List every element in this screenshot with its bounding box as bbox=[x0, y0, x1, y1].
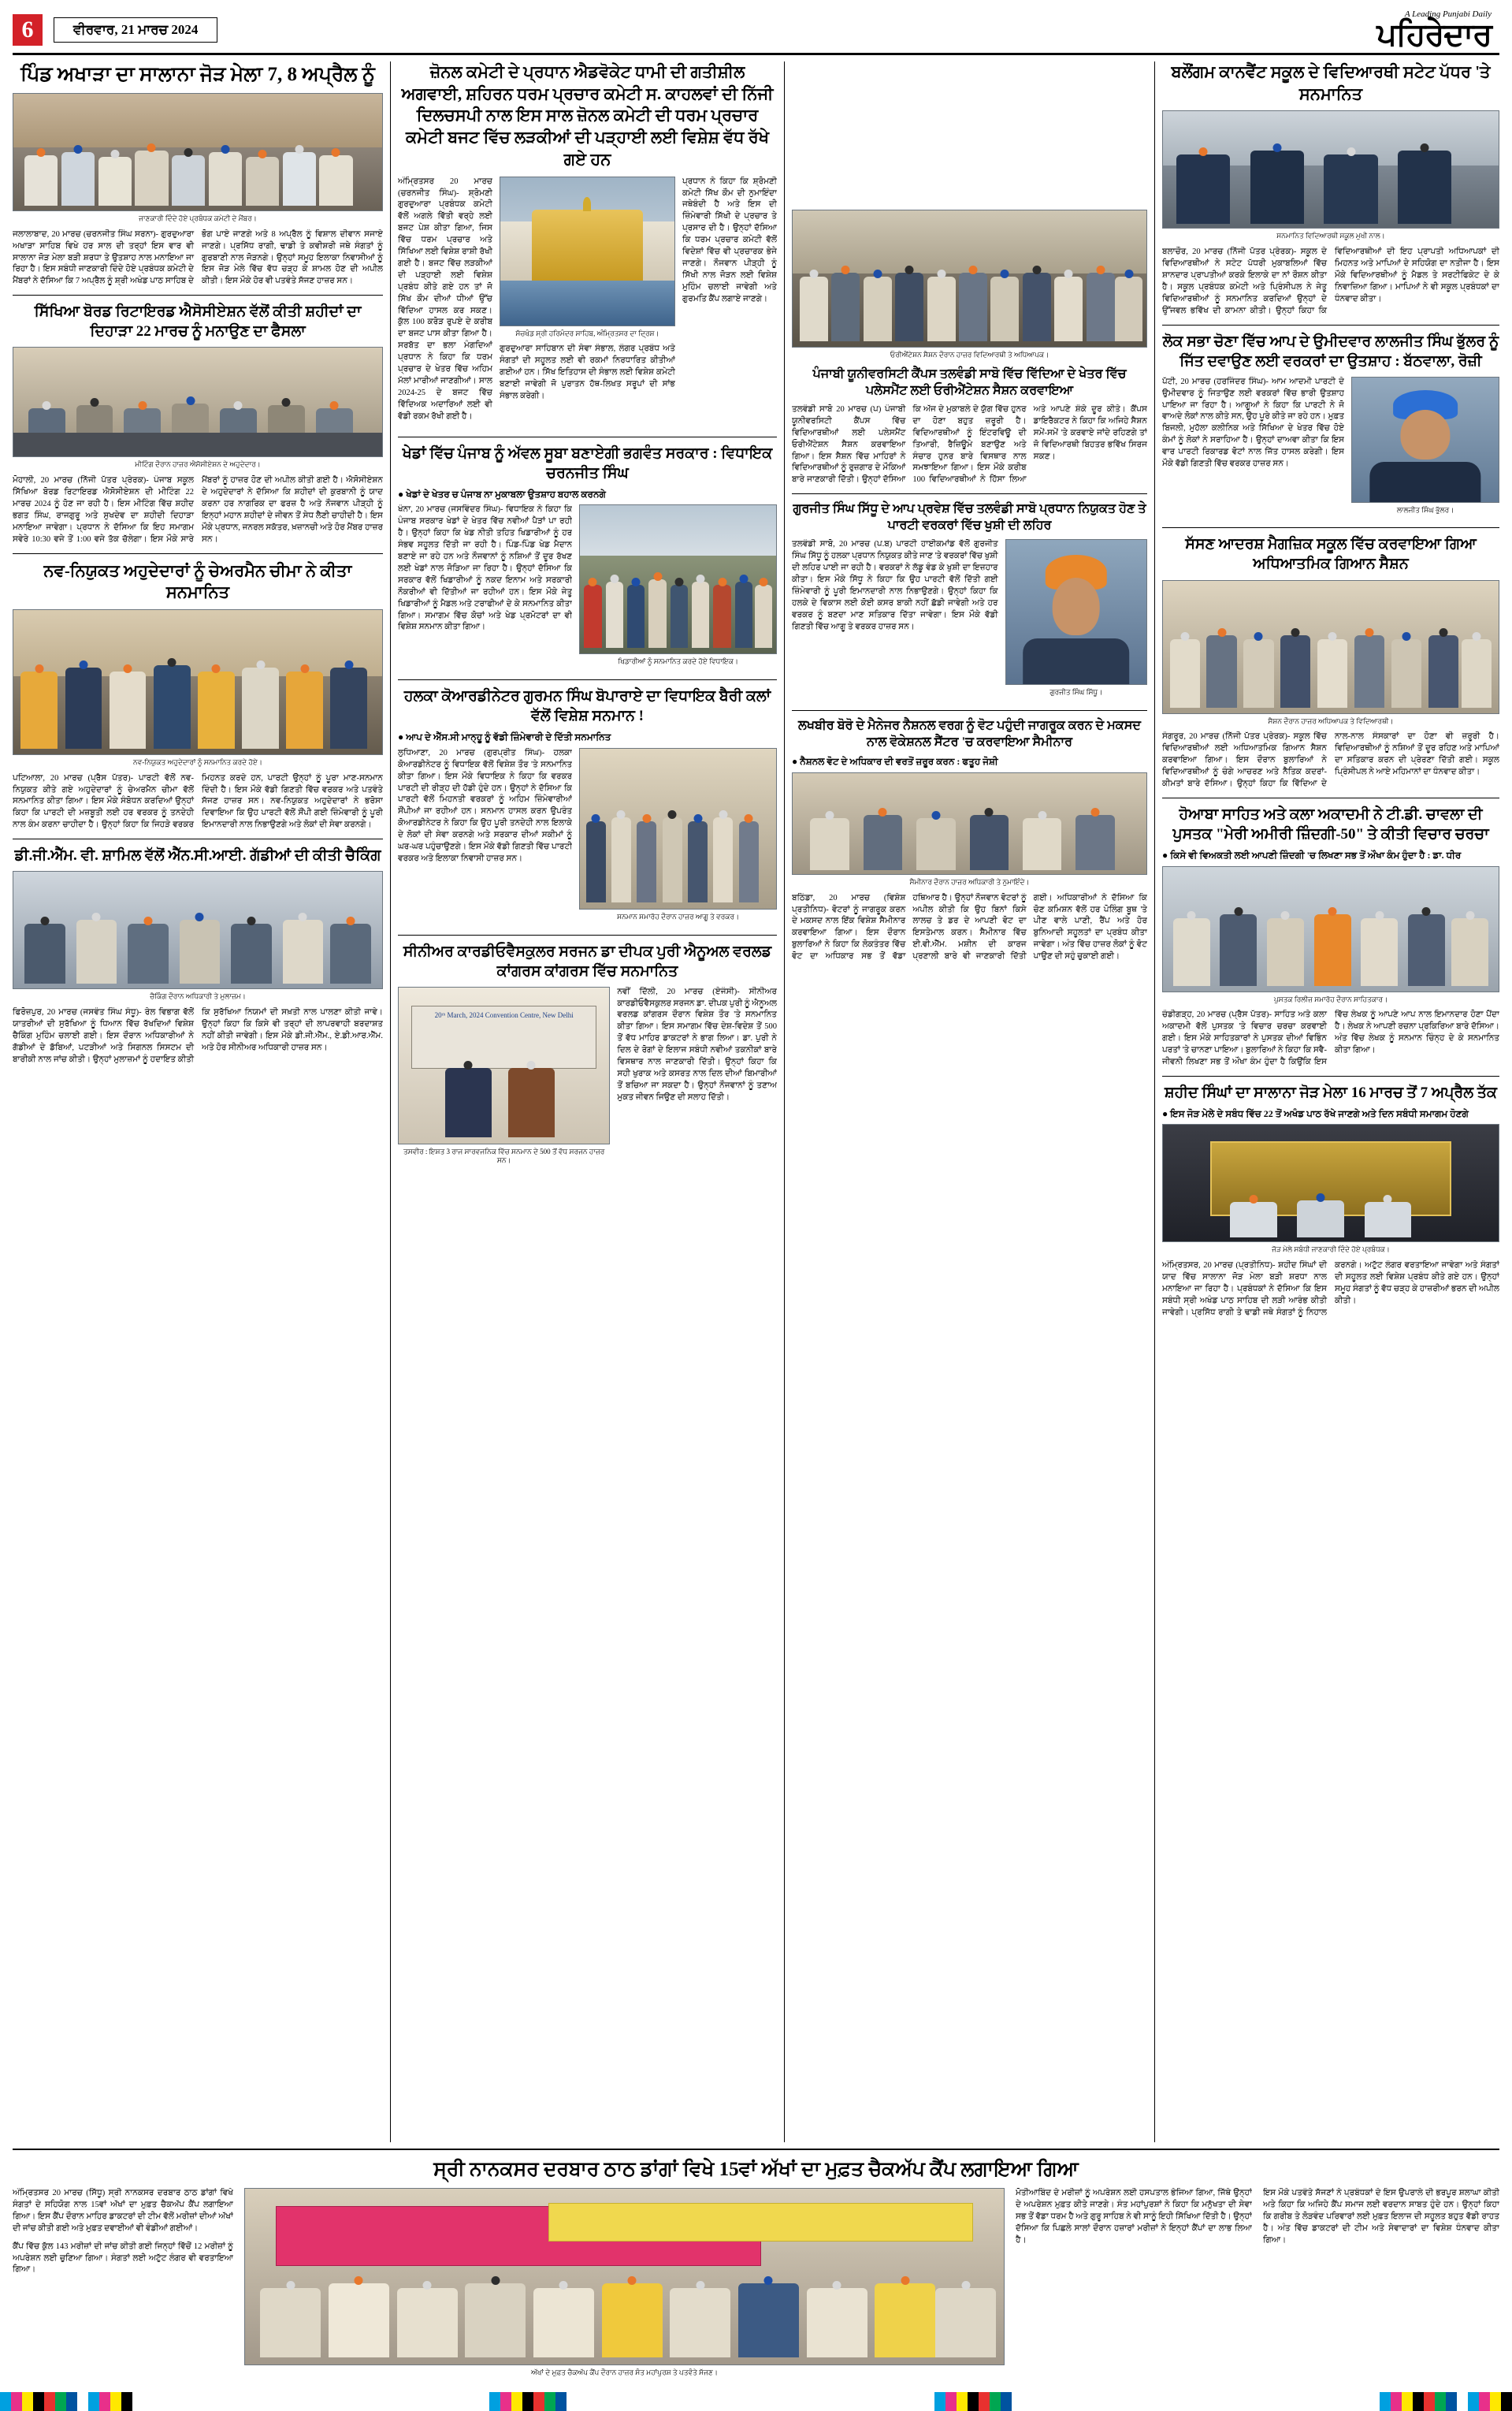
headline: ਪਿੰਡ ਅਖਾੜਾ ਦਾ ਸਾਲਾਨਾ ਜੋੜ ਮੇਲਾ 7, 8 ਅਪ੍ਰੈਲ ਨੂੰ bbox=[20, 64, 375, 85]
article-photo bbox=[1162, 580, 1499, 714]
article-photo bbox=[13, 93, 383, 211]
article-photo bbox=[1162, 866, 1499, 992]
color-bar-segment-left bbox=[0, 2392, 132, 2411]
headline: ਖੇਡਾਂ ਵਿੱਚ ਪੰਜਾਬ ਨੂੰ ਅੱਵਲ ਸੂਬਾ ਬਣਾਏਗੀ ਭਗਵੰਤ ਸਰਕਾਰ : ਵਿਧਾਇਕ ਚਰਨਜੀਤ ਸਿੰਘ bbox=[402, 445, 773, 482]
photo-content bbox=[13, 94, 382, 210]
column-1 bbox=[13, 61, 391, 2142]
headline: ਪੰਜਾਬੀ ਯੂਨੀਵਰਸਿਟੀ ਕੈਂਪਸ ਤਲਵੰਡੀ ਸਾਬੋ ਵਿੱਚ ਵਿੱਦਿਆ ਦੇ ਖੇਤਰ ਵਿੱਚ ਪਲੇਸਮੈਂਟ ਲਈ ਓਰੀਐਂਟੇਸ਼ਨ ਸੈਸ਼ਨ ਕਰਵਾਇਆ bbox=[812, 366, 1127, 397]
tagline: A Leading Punjabi Daily bbox=[1404, 9, 1492, 19]
article-sports-punjab bbox=[398, 444, 777, 672]
banner-text: 20ᵗʰ March, 2024 Convention Centre, New Delhi bbox=[434, 1011, 574, 1020]
photo-caption: ਸੈਸ਼ਨ ਦੌਰਾਨ ਹਾਜ਼ਰ ਅਧਿਆਪਕ ਤੇ ਵਿਦਿਆਰਥੀ। bbox=[1268, 716, 1394, 725]
headline: ਸ੍ਰੀ ਨਾਨਕਸਰ ਦਰਬਾਰ ਠਾਠ ਡਾਂਗਾਂ ਵਿਖੇ 15ਵਾਂ ਅੱਖਾਂ ਦਾ ਮੁਫ਼ਤ ਚੈਕਅੱਪ ਕੈਂਪ ਲਗਾਇਆ ਗਿਆ bbox=[433, 2159, 1079, 2180]
photo-caption: ਸੱਚਖੰਡ ਸ੍ਰੀ ਹਰਿਮੰਦਰ ਸਾਹਿਬ, ਅੰਮ੍ਰਿਤਸਰ ਦਾ ਦ੍ਰਿਸ਼। bbox=[515, 329, 659, 337]
article-body: ਫਿਰੋਜ਼ਪੁਰ, 20 ਮਾਰਚ (ਜਸਵੰਤ ਸਿੰਘ ਸੰਧੂ)- ਰੇਲ ਵਿਭਾਗ ਵੱਲੋਂ ਯਾਤਰੀਆਂ ਦੀ ਸੁਰੱਖਿਆ ਨੂੰ ਧਿਆਨ ਵਿੱਚ ਰੱਖਦਿਆਂ ਵਿਸ਼ੇਸ਼ ਚੈਕਿੰਗ ਮੁਹਿੰਮ ਚਲਾਈ ਗਈ। ਇਸ ਦੌਰਾਨ ਅਧਿਕਾਰੀਆਂ ਨੇ ਗੱਡੀਆਂ ਦੇ ਡੱਬਿਆਂ, ਪਟੜੀਆਂ ਅਤੇ ਸਿਗਨਲ ਸਿਸਟਮ ਦੀ ਬਾਰੀਕੀ ਨਾਲ ਜਾਂਚ ਕੀਤੀ। ਉਨ੍ਹਾਂ ਮੁਲਾਜ਼ਮਾਂ ਨੂੰ ਹਦਾਇਤ ਕੀਤੀ ਕਿ ਸੁਰੱਖਿਆ ਨਿਯਮਾਂ ਦੀ ਸਖ਼ਤੀ ਨਾਲ ਪਾਲਣਾ ਕੀਤੀ ਜਾਵੇ। ਉਨ੍ਹਾਂ ਕਿਹਾ ਕਿ ਕਿਸੇ ਵੀ ਤਰ੍ਹਾਂ ਦੀ ਲਾਪਰਵਾਹੀ ਬਰਦਾਸ਼ਤ ਨਹੀਂ ਕੀਤੀ ਜਾਵੇਗੀ। ਇਸ ਮੌਕੇ ਡੀ.ਜੀ.ਐੱਮ., ਏ.ਡੀ.ਆਰ.ਐੱਮ. ਅਤੇ ਹੋਰ ਸੀਨੀਅਰ ਅਧਿਕਾਰੀ ਹਾਜ਼ਰ ਸਨ। bbox=[13, 1007, 383, 1064]
divider bbox=[13, 553, 383, 554]
article-body-mid: ਗੁਰਦੁਆਰਾ ਸਾਹਿਬਾਨ ਦੀ ਸੇਵਾ ਸੰਭਾਲ, ਲੰਗਰ ਪ੍ਰਬੰਧ ਅਤੇ ਸੰਗਤਾਂ ਦੀ ਸਹੂਲਤ ਲਈ ਵੀ ਰਕਮਾਂ ਨਿਰਧਾਰਿਤ ਕੀਤੀਆਂ ਗਈਆਂ ਹਨ। ਸਿੱਖ ਇਤਿਹਾਸ ਦੀ ਸੰਭਾਲ ਲਈ ਵਿਸ਼ੇਸ਼ ਕਮੇਟੀ ਬਣਾਈ ਜਾਵੇਗੀ ਜੋ ਪੁਰਾਤਨ ਹੱਥ-ਲਿਖਤ ਸਰੂਪਾਂ ਦੀ ਸਾਂਭ ਸੰਭਾਲ ਕਰੇਗੀ। bbox=[500, 344, 675, 400]
article-cardiovascular-surgeon bbox=[398, 942, 777, 1172]
article-photo bbox=[792, 772, 1147, 875]
article-voter-awareness-seminar bbox=[792, 717, 1147, 963]
article-convent-school-students-honoured bbox=[1162, 61, 1499, 318]
photo-content bbox=[1163, 1125, 1499, 1241]
photo-caption: ਮੀਟਿੰਗ ਦੌਰਾਨ ਹਾਜ਼ਰ ਐਸੋਸੀਏਸ਼ਨ ਦੇ ਅਹੁਦੇਦਾਰ। bbox=[135, 460, 261, 469]
photo-caption: ਸਨਮਾਨਿਤ ਵਿਦਿਆਰਥੀ ਸਕੂਲ ਮੁਖੀ ਨਾਲ। bbox=[1276, 232, 1385, 240]
article-photo bbox=[1162, 1124, 1499, 1242]
article-body: ਮੋਤੀਆਬਿੰਦ ਦੇ ਮਰੀਜ਼ਾਂ ਨੂੰ ਅਪਰੇਸ਼ਨ ਲਈ ਹਸਪਤਾਲ ਭੇਜਿਆ ਗਿਆ, ਜਿੱਥੇ ਉਨ੍ਹਾਂ ਦੇ ਅਪਰੇਸ਼ਨ ਮੁਫ਼ਤ ਕੀਤੇ ਜਾਣਗੇ। ਸੰਤ ਮਹਾਂਪੁਰਸ਼ਾਂ ਨੇ ਕਿਹਾ ਕਿ ਮਨੁੱਖਤਾ ਦੀ ਸੇਵਾ ਸਭ ਤੋਂ ਵੱਡਾ ਧਰਮ ਹੈ ਅਤੇ ਗੁਰੂ ਸਾਹਿਬ ਨੇ ਵੀ ਸਾਨੂੰ ਇਹੀ ਸਿੱਖਿਆ ਦਿੱਤੀ ਹੈ। ਉਨ੍ਹਾਂ ਦੱਸਿਆ ਕਿ ਪਿਛਲੇ ਸਾਲਾਂ ਦੌਰਾਨ ਹਜ਼ਾਰਾਂ ਮਰੀਜ਼ਾਂ ਨੇ ਇਨ੍ਹਾਂ ਕੈਂਪਾਂ ਦਾ ਲਾਭ ਲਿਆ ਹੈ। bbox=[1016, 2189, 1252, 2245]
photo-content bbox=[793, 773, 1146, 874]
photo-content bbox=[1352, 378, 1499, 502]
photo-content bbox=[580, 505, 776, 653]
photo-caption: ਸੈਮੀਨਾਰ ਦੌਰਾਨ ਹਾਜ਼ਰ ਅਧਿਕਾਰੀ ਤੇ ਨੁਮਾਇੰਦੇ। bbox=[909, 877, 1030, 886]
article-photo bbox=[13, 609, 383, 755]
divider bbox=[1162, 1076, 1499, 1077]
headline: ਲੋਕ ਸਭਾ ਚੋਣਾ ਵਿੱਚ ਆਪ ਦੇ ਉਮੀਦਵਾਰ ਲਾਲਜੀਤ ਸਿੰਘ ਭੁੱਲਰ ਨੂੰ ਜਿੱਤ ਦਵਾਉਣ ਲਈ ਵਰਕਰਾਂ ਦਾ ਉਤਸ਼ਾਹ : ਬੱਠਵਾਲਾ, ਰੋਜ਼ੀ bbox=[1162, 333, 1499, 370]
photo-caption: ਖਿਡਾਰੀਆਂ ਨੂੰ ਸਨਮਾਨਿਤ ਕਰਦੇ ਹੋਏ ਵਿਧਾਇਕ। bbox=[618, 657, 738, 666]
feature-col-3 bbox=[1016, 2188, 1252, 2383]
photo-caption: ਸਨਮਾਨ ਸਮਾਰੋਹ ਦੌਰਾਨ ਹਾਜ਼ਰ ਆਗੂ ਤੇ ਵਰਕਰ। bbox=[617, 912, 740, 921]
publication-date: ਵੀਰਵਾਰ, 21 ਮਾਰਚ 2024 bbox=[54, 17, 217, 43]
divider bbox=[13, 295, 383, 296]
article-body: ਜਲਾਲਾਬਾਦ, 20 ਮਾਰਚ (ਚਰਨਜੀਤ ਸਿੰਘ ਸਰਨਾ)- ਗੁਰਦੁਆਰਾ ਅਖਾੜਾ ਸਾਹਿਬ ਵਿਖੇ ਹਰ ਸਾਲ ਦੀ ਤਰ੍ਹਾਂ ਇਸ ਵਾਰ ਵੀ ਸਾਲਾਨਾ ਜੋੜ ਮੇਲਾ ਬੜੀ ਸ਼ਰਧਾ ਤੇ ਉਤਸ਼ਾਹ ਨਾਲ ਮਨਾਇਆ ਜਾ ਰਿਹਾ ਹੈ। ਇਸ ਸਬੰਧੀ ਜਾਣਕਾਰੀ ਦਿੰਦੇ ਹੋਏ ਪ੍ਰਬੰਧਕ ਕਮੇਟੀ ਦੇ ਮੈਂਬਰਾਂ ਨੇ ਦੱਸਿਆ ਕਿ 7 ਅਪ੍ਰੈਲ ਨੂੰ ਸ਼੍ਰੀ ਅਖੰਡ ਪਾਠ ਸਾਹਿਬ ਦੇ ਭੋਗ ਪਾਏ ਜਾਣਗੇ ਅਤੇ 8 ਅਪ੍ਰੈਲ ਨੂੰ ਵਿਸ਼ਾਲ ਦੀਵਾਨ ਸਜਾਏ ਜਾਣਗੇ। ਪ੍ਰਸਿੱਧ ਰਾਗੀ, ਢਾਡੀ ਤੇ ਕਵੀਸ਼ਰੀ ਜਥੇ ਸੰਗਤਾਂ ਨੂੰ ਗੁਰਬਾਣੀ ਨਾਲ ਜੋੜਨਗੇ। ਉਨ੍ਹਾਂ ਸਮੂਹ ਇਲਾਕਾ ਨਿਵਾਸੀਆਂ ਨੂੰ ਇਸ ਜੋੜ ਮੇਲੇ ਵਿੱਚ ਵੱਧ ਚੜ੍ਹ ਕੇ ਸ਼ਾਮਲ ਹੋਣ ਦੀ ਅਪੀਲ ਕੀਤੀ। ਇਸ ਮੌਕੇ ਹੋਰ ਵੀ ਪਤਵੰਤੇ ਸੱਜਣ ਹਾਜ਼ਰ ਸਨ। bbox=[13, 229, 383, 286]
article-body: ਅੰਮ੍ਰਿਤਸਰ, 20 ਮਾਰਚ (ਪ੍ਰਤੀਨਿਧ)- ਸ਼ਹੀਦ ਸਿੰਘਾਂ ਦੀ ਯਾਦ ਵਿੱਚ ਸਾਲਾਨਾ ਜੋੜ ਮੇਲਾ ਬੜੀ ਸ਼ਰਧਾ ਨਾਲ ਮਨਾਇਆ ਜਾ ਰਿਹਾ ਹੈ। ਪ੍ਰਬੰਧਕਾਂ ਨੇ ਦੱਸਿਆ ਕਿ ਇਸ ਸਬੰਧੀ ਸ੍ਰੀ ਅਖੰਡ ਪਾਠ ਸਾਹਿਬ ਦੀ ਲੜੀ ਆਰੰਭ ਕੀਤੀ ਜਾਵੇਗੀ। ਪ੍ਰਸਿੱਧ ਰਾਗੀ ਤੇ ਢਾਡੀ ਜਥੇ ਸੰਗਤਾਂ ਨੂੰ ਨਿਹਾਲ ਕਰਨਗੇ। ਅਟੁੱਟ ਲੰਗਰ ਵਰਤਾਇਆ ਜਾਵੇਗਾ ਅਤੇ ਸੰਗਤਾਂ ਦੀ ਸਹੂਲਤ ਲਈ ਵਿਸ਼ੇਸ਼ ਪ੍ਰਬੰਧ ਕੀਤੇ ਗਏ ਹਨ। ਉਨ੍ਹਾਂ ਸਮੂਹ ਸੰਗਤਾਂ ਨੂੰ ਵੱਧ ਚੜ੍ਹ ਕੇ ਹਾਜ਼ਰੀਆਂ ਭਰਨ ਦੀ ਅਪੀਲ ਕੀਤੀ। bbox=[1162, 1261, 1499, 1317]
article-photo bbox=[13, 871, 383, 989]
headline: ਹੋਆਬਾ ਸਾਹਿਤ ਅਤੇ ਕਲਾ ਅਕਾਦਮੀ ਨੇ ਟੀ.ਡੀ. ਚਾਵਲਾ ਦੀ ਪੁਸਤਕ "ਮੇਰੀ ਅਮੀਰੀ ਜ਼ਿੰਦਗੀ-50" ਤੇ ਕੀਤੀ ਵਿਚਾਰ ਚਰਚਾ bbox=[1172, 806, 1489, 843]
article-photo bbox=[579, 748, 777, 910]
article-spiritual-session-school bbox=[1162, 534, 1499, 790]
article-photo-top bbox=[792, 210, 1147, 348]
article-body: ਅੰਮ੍ਰਿਤਸਰ 20 ਮਾਰਚ (ਸਿੱਧੂ) ਸ੍ਰੀ ਨਾਨਕਸਰ ਦਰਬਾਰ ਠਾਠ ਡਾਂਗਾਂ ਵਿਖੇ ਸੰਗਤਾਂ ਦੇ ਸਹਿਯੋਗ ਨਾਲ 15ਵਾਂ ਅੱਖਾਂ ਦਾ ਮੁਫ਼ਤ ਚੈਕਅੱਪ ਕੈਂਪ ਲਗਾਇਆ ਗਿਆ। ਇਸ ਕੈਂਪ ਦੌਰਾਨ ਮਾਹਿਰ ਡਾਕਟਰਾਂ ਦੀ ਟੀਮ ਵੱਲੋਂ ਮਰੀਜ਼ਾਂ ਦੀਆਂ ਅੱਖਾਂ ਦੀ ਜਾਂਚ ਕੀਤੀ ਗਈ ਅਤੇ ਮੁਫ਼ਤ ਦਵਾਈਆਂ ਵੀ ਵੰਡੀਆਂ ਗਈਆਂ। bbox=[13, 2189, 233, 2233]
article-coordinator-honoured bbox=[398, 686, 777, 927]
article-body: ਤਲਵੰਡੀ ਸਾਬੋ 20 ਮਾਰਚ (ਪ) ਪੰਜਾਬੀ ਯੂਨੀਵਰਸਿਟੀ ਕੈਂਪਸ ਵਿੱਚ ਵਿਦਿਆਰਥੀਆਂ ਲਈ ਪਲੇਸਮੈਂਟ ਓਰੀਐਂਟੇਸ਼ਨ ਸੈਸ਼ਨ ਕਰਵਾਇਆ ਗਿਆ। ਇਸ ਸੈਸ਼ਨ ਵਿੱਚ ਮਾਹਿਰਾਂ ਨੇ ਵਿਦਿਆਰਥੀਆਂ ਨੂੰ ਰੁਜ਼ਗਾਰ ਦੇ ਮੌਕਿਆਂ ਬਾਰੇ ਜਾਣਕਾਰੀ ਦਿੱਤੀ। ਉਨ੍ਹਾਂ ਦੱਸਿਆ ਕਿ ਅੱਜ ਦੇ ਮੁਕਾਬਲੇ ਦੇ ਯੁੱਗ ਵਿੱਚ ਹੁਨਰ ਦਾ ਹੋਣਾ ਬਹੁਤ ਜ਼ਰੂਰੀ ਹੈ। ਵਿਦਿਆਰਥੀਆਂ ਨੂੰ ਇੰਟਰਵਿਊ ਦੀ ਤਿਆਰੀ, ਰੈਜ਼ਿਊਮੇ ਬਣਾਉਣ ਅਤੇ ਸੰਚਾਰ ਹੁਨਰ ਬਾਰੇ ਵਿਸਥਾਰ ਨਾਲ ਸਮਝਾਇਆ ਗਿਆ। ਇਸ ਮੌਕੇ ਕਰੀਬ 100 ਵਿਦਿਆਰਥੀਆਂ ਨੇ ਹਿੱਸਾ ਲਿਆ ਅਤੇ ਆਪਣੇ ਸ਼ੰਕੇ ਦੂਰ ਕੀਤੇ। ਕੈਂਪਸ ਡਾਇਰੈਕਟਰ ਨੇ ਕਿਹਾ ਕਿ ਅਜਿਹੇ ਸੈਸ਼ਨ ਸਮੇਂ-ਸਮੇਂ 'ਤੇ ਕਰਵਾਏ ਜਾਂਦੇ ਰਹਿਣਗੇ ਤਾਂ ਜੋ ਵਿਦਿਆਰਥੀ ਬਿਹਤਰ ਭਵਿੱਖ ਸਿਰਜ ਸਕਣ। bbox=[792, 404, 1147, 485]
article-education-board-retired-assoc bbox=[13, 302, 383, 545]
photo-content bbox=[1006, 540, 1146, 684]
headline: ਸੱਸਣ ਆਦਰਸ਼ ਮੈਗਜ਼ਿਕ ਸਕੂਲ ਵਿੱਚ ਕਰਵਾਇਆ ਗਿਆ ਅਧਿਆਤਮਿਕ ਗਿਆਨ ਸੈਸ਼ਨ bbox=[1185, 536, 1477, 573]
article-university-placement-session bbox=[792, 210, 1147, 486]
article-gurjit-singh-sidhu-president bbox=[792, 500, 1147, 703]
article-body-left: ਅੰਮ੍ਰਿਤਸਰ 20 ਮਾਰਚ (ਚਰਨਜੀਤ ਸਿੰਘ)- ਸ਼੍ਰੋਮਣੀ ਗੁਰਦੁਆਰਾ ਪ੍ਰਬੰਧਕ ਕਮੇਟੀ ਵੱਲੋਂ ਅਗਲੇ ਵਿੱਤੀ ਵਰ੍ਹੇ ਲਈ ਬਜਟ ਪੇਸ਼ ਕੀਤਾ ਗਿਆ, ਜਿਸ ਵਿੱਚ ਧਰਮ ਪ੍ਰਚਾਰ ਅਤੇ ਸਿੱਖਿਆ ਲਈ ਵਿਸ਼ੇਸ਼ ਰਾਸ਼ੀ ਰੱਖੀ ਗਈ ਹੈ। ਬਜਟ ਵਿੱਚ ਲੜਕੀਆਂ ਦੀ ਪੜ੍ਹਾਈ ਲਈ ਵਿਸ਼ੇਸ਼ ਪ੍ਰਬੰਧ ਕੀਤੇ ਗਏ ਹਨ ਤਾਂ ਜੋ ਸਿੱਖ ਕੌਮ ਦੀਆਂ ਧੀਆਂ ਉੱਚ ਵਿੱਦਿਆ ਹਾਸਲ ਕਰ ਸਕਣ। ਕੁੱਲ 100 ਕਰੋੜ ਰੁਪਏ ਦੇ ਕਰੀਬ ਦਾ ਬਜਟ ਪਾਸ ਕੀਤਾ ਗਿਆ ਹੈ। ਸਰਬੱਤ ਦਾ ਭਲਾ ਮੰਗਦਿਆਂ ਪ੍ਰਧਾਨ ਨੇ ਕਿਹਾ ਕਿ ਧਰਮ ਪ੍ਰਚਾਰ ਦੇ ਖੇਤਰ ਵਿੱਚ ਅਹਿਮ ਮੱਲਾਂ ਮਾਰੀਆਂ ਜਾਣਗੀਆਂ। ਸਾਲ 2024-25 ਦੇ ਬਜਟ ਵਿੱਚ ਵਿੱਦਿਅਕ ਅਦਾਰਿਆਂ ਲਈ ਵੀ ਵੱਡੀ ਰਕਮ ਰੱਖੀ ਗਈ ਹੈ। bbox=[398, 177, 492, 421]
headline: ਡੀ.ਜੀ.ਐੱਮ. ਵੀ. ਸ਼ਾਮਿਲ ਵੱਲੋਂ ਐੱਨ.ਸੀ.ਆਈ. ਗੱਡੀਆਂ ਦੀ ਕੀਤੀ ਚੈਕਿੰਗ bbox=[14, 847, 381, 865]
photo-caption: ਪੁਸਤਕ ਰਿਲੀਜ਼ ਸਮਾਰੋਹ ਦੌਰਾਨ ਸਾਹਿਤਕਾਰ। bbox=[1273, 995, 1388, 1003]
article-bullet: ● ਇਸ ਜੋੜ ਮੇਲੇ ਦੇ ਸਬੰਧ ਵਿੱਚ 22 ਤੋਂ ਅਖੰਡ ਪਾਠ ਰੱਖੇ ਜਾਣਗੇ ਅਤੇ ਦਿਨ ਸਬੰਧੀ ਸਮਾਗਮ ਹੋਣਗੇ bbox=[1162, 1107, 1469, 1119]
portrait-photo bbox=[1005, 539, 1147, 685]
article-photo bbox=[13, 347, 383, 457]
article-layout bbox=[398, 177, 777, 430]
color-bar-segment-mid-left bbox=[489, 2392, 578, 2411]
column-2 bbox=[391, 61, 785, 2142]
headline: ਬਲੌਂਗਮ ਕਾਨਵੈਂਟ ਸਕੂਲ ਦੇ ਵਿਦਿਆਰਥੀ ਸਟੇਟ ਪੱਧਰ 'ਤੇ ਸਨਮਾਨਿਤ bbox=[1171, 62, 1491, 103]
article-cheema-honours-officebearers bbox=[13, 560, 383, 832]
portrait-photo bbox=[1351, 377, 1499, 503]
photo-content bbox=[1163, 581, 1499, 713]
masthead-right bbox=[1376, 9, 1499, 50]
photo-content bbox=[13, 872, 382, 988]
article-body-right: ਪ੍ਰਧਾਨ ਨੇ ਕਿਹਾ ਕਿ ਸ਼੍ਰੋਮਣੀ ਕਮੇਟੀ ਸਿੱਖ ਕੌਮ ਦੀ ਨੁਮਾਇੰਦਾ ਜਥੇਬੰਦੀ ਹੈ ਅਤੇ ਇਸ ਦੀ ਜ਼ਿੰਮੇਵਾਰੀ ਸਿੱਖੀ ਦੇ ਪ੍ਰਚਾਰ ਤੇ ਪ੍ਰਸਾਰ ਦੀ ਹੈ। ਉਨ੍ਹਾਂ ਦੱਸਿਆ ਕਿ ਧਰਮ ਪ੍ਰਚਾਰ ਕਮੇਟੀ ਵੱਲੋਂ ਵਿਦੇਸ਼ਾਂ ਵਿੱਚ ਵੀ ਪ੍ਰਚਾਰਕ ਭੇਜੇ ਜਾਣਗੇ। ਨੌਜਵਾਨ ਪੀੜ੍ਹੀ ਨੂੰ ਸਿੱਖੀ ਨਾਲ ਜੋੜਨ ਲਈ ਵਿਸ਼ੇਸ਼ ਮੁਹਿੰਮ ਚਲਾਈ ਜਾਵੇਗੀ ਅਤੇ ਗੁਰਮਤਿ ਕੈਂਪ ਲਗਾਏ ਜਾਣਗੇ। bbox=[682, 177, 777, 303]
headline: ਸਿੱਖਿਆ ਬੋਰਡ ਰਿਟਾਇਰਡ ਐਸੋਸੀਏਸ਼ਨ ਵੱਲੋਂ ਕੀਤੀ ਸ਼ਹੀਦਾਂ ਦਾ ਦਿਹਾੜਾ 22 ਮਾਰਚ ਨੂੰ ਮਨਾਉਣ ਦਾ ਫੈਸਲਾ bbox=[34, 303, 362, 340]
photo-caption: ਅੱਖਾਂ ਦੇ ਮੁਫ਼ਤ ਚੈਕਅੱਪ ਕੈਂਪ ਦੌਰਾਨ ਹਾਜ਼ਰ ਸੰਤ ਮਹਾਂਪੁਰਸ਼ ਤੇ ਪਤਵੰਤੇ ਸੱਜਣ। bbox=[531, 2368, 718, 2376]
article-photo bbox=[244, 2188, 1005, 2365]
photo-content bbox=[399, 988, 609, 1144]
article-aap-candidate-bhullar bbox=[1162, 332, 1499, 521]
article-body: ਨਵੀਂ ਦਿੱਲੀ, 20 ਮਾਰਚ (ਏਜੰਸੀ)- ਸੀਨੀਅਰ ਕਾਰਡੀਓਵੈਸਕੁਲਰ ਸਰਜਨ ਡਾ. ਦੀਪਕ ਪੁਰੀ ਨੂੰ ਐਨੂਅਲ ਵਰਲਡ ਕਾਂਗਰਸ ਦੌਰਾਨ ਵਿਸ਼ੇਸ਼ ਤੌਰ 'ਤੇ ਸਨਮਾਨਿਤ ਕੀਤਾ ਗਿਆ। ਇਸ ਸਮਾਗਮ ਵਿੱਚ ਦੇਸ਼-ਵਿਦੇਸ਼ ਤੋਂ 500 ਤੋਂ ਵੱਧ ਮਾਹਿਰ ਡਾਕਟਰਾਂ ਨੇ ਭਾਗ ਲਿਆ। ਡਾ. ਪੁਰੀ ਨੇ ਦਿਲ ਦੇ ਰੋਗਾਂ ਦੇ ਇਲਾਜ ਸਬੰਧੀ ਨਵੀਆਂ ਤਕਨੀਕਾਂ ਬਾਰੇ ਵਿਸਥਾਰ ਨਾਲ ਜਾਣਕਾਰੀ ਦਿੱਤੀ। ਉਨ੍ਹਾਂ ਕਿਹਾ ਕਿ ਸਹੀ ਖੁਰਾਕ ਅਤੇ ਕਸਰਤ ਨਾਲ ਦਿਲ ਦੀਆਂ ਬਿਮਾਰੀਆਂ ਤੋਂ ਬਚਿਆ ਜਾ ਸਕਦਾ ਹੈ। ਉਨ੍ਹਾਂ ਨੌਜਵਾਨਾਂ ਨੂੰ ਤਣਾਅ ਮੁਕਤ ਜੀਵਨ ਜਿਉਣ ਦੀ ਸਲਾਹ ਦਿੱਤੀ। bbox=[617, 987, 777, 1102]
photo-content bbox=[1163, 111, 1499, 228]
photo-content bbox=[13, 610, 382, 754]
column-grid bbox=[13, 61, 1499, 2142]
photo-content bbox=[245, 2189, 1004, 2364]
article-bullet: ● ਨੈਸ਼ਨਲ ਵੋਟ ਦੇ ਅਧਿਕਾਰ ਦੀ ਵਰਤੋਂ ਜ਼ਰੂਰ ਕਰਨ : ਫਤੂਹ ਜੋਸ਼ੀ bbox=[792, 756, 998, 768]
masthead-left bbox=[13, 14, 217, 46]
article-body: ਸੰਗਰੂਰ, 20 ਮਾਰਚ (ਨਿੱਜੀ ਪੱਤਰ ਪ੍ਰੇਰਕ)- ਸਕੂਲ ਵਿੱਚ ਵਿਦਿਆਰਥੀਆਂ ਲਈ ਅਧਿਆਤਮਿਕ ਗਿਆਨ ਸੈਸ਼ਨ ਕਰਵਾਇਆ ਗਿਆ। ਇਸ ਦੌਰਾਨ ਬੁਲਾਰਿਆਂ ਨੇ ਵਿਦਿਆਰਥੀਆਂ ਨੂੰ ਚੰਗੇ ਆਚਰਣ ਅਤੇ ਨੈਤਿਕ ਕਦਰਾਂ-ਕੀਮਤਾਂ ਬਾਰੇ ਦੱਸਿਆ। ਉਨ੍ਹਾਂ ਕਿਹਾ ਕਿ ਵਿੱਦਿਆ ਦੇ ਨਾਲ-ਨਾਲ ਸੰਸਕਾਰਾਂ ਦਾ ਹੋਣਾ ਵੀ ਜ਼ਰੂਰੀ ਹੈ। ਵਿਦਿਆਰਥੀਆਂ ਨੂੰ ਨਸ਼ਿਆਂ ਤੋਂ ਦੂਰ ਰਹਿਣ ਅਤੇ ਮਾਪਿਆਂ ਦਾ ਸਤਿਕਾਰ ਕਰਨ ਦੀ ਪ੍ਰੇਰਣਾ ਦਿੱਤੀ ਗਈ। ਸਕੂਲ ਪ੍ਰਿੰਸੀਪਲ ਨੇ ਆਏ ਮਹਿਮਾਨਾਂ ਦਾ ਧੰਨਵਾਦ ਕੀਤਾ। bbox=[1162, 732, 1499, 788]
divider bbox=[398, 679, 777, 680]
photo-content bbox=[13, 348, 382, 456]
article-body: ਬਲਾਚੌਰ, 20 ਮਾਰਚ (ਨਿੱਜੀ ਪੱਤਰ ਪ੍ਰੇਰਕ)- ਸਕੂਲ ਦੇ ਵਿਦਿਆਰਥੀਆਂ ਨੇ ਸਟੇਟ ਪੱਧਰੀ ਮੁਕਾਬਲਿਆਂ ਵਿੱਚ ਸ਼ਾਨਦਾਰ ਪ੍ਰਾਪਤੀਆਂ ਕਰਕੇ ਇਲਾਕੇ ਦਾ ਨਾਂ ਰੌਸ਼ਨ ਕੀਤਾ ਹੈ। ਸਕੂਲ ਪ੍ਰਬੰਧਕ ਕਮੇਟੀ ਅਤੇ ਪ੍ਰਿੰਸੀਪਲ ਨੇ ਜੇਤੂ ਵਿਦਿਆਰਥੀਆਂ ਨੂੰ ਸਨਮਾਨਿਤ ਕਰਦਿਆਂ ਉਨ੍ਹਾਂ ਦੇ ਉੱਜਵਲ ਭਵਿੱਖ ਦੀ ਕਾਮਨਾ ਕੀਤੀ। ਉਨ੍ਹਾਂ ਕਿਹਾ ਕਿ ਵਿਦਿਆਰਥੀਆਂ ਦੀ ਇਹ ਪ੍ਰਾਪਤੀ ਅਧਿਆਪਕਾਂ ਦੀ ਮਿਹਨਤ ਅਤੇ ਮਾਪਿਆਂ ਦੇ ਸਹਿਯੋਗ ਦਾ ਨਤੀਜਾ ਹੈ। ਇਸ ਮੌਕੇ ਵਿਦਿਆਰਥੀਆਂ ਨੂੰ ਮੈਡਲ ਤੇ ਸਰਟੀਫਿਕੇਟ ਦੇ ਕੇ ਨਿਵਾਜ਼ਿਆ ਗਿਆ। ਮਾਪਿਆਂ ਨੇ ਵੀ ਸਕੂਲ ਪ੍ਰਬੰਧਕਾਂ ਦਾ ਧੰਨਵਾਦ ਕੀਤਾ। bbox=[1162, 247, 1499, 315]
article-book-discussion bbox=[1162, 805, 1499, 1069]
article-body-2: ਕੈਂਪ ਵਿੱਚ ਕੁੱਲ 143 ਮਰੀਜ਼ਾਂ ਦੀ ਜਾਂਚ ਕੀਤੀ ਗਈ ਜਿਨ੍ਹਾਂ ਵਿੱਚੋਂ 12 ਮਰੀਜ਼ਾਂ ਨੂੰ ਅਪਰੇਸ਼ਨ ਲਈ ਚੁਣਿਆ ਗਿਆ। ਸੰਗਤਾਂ ਲਈ ਅਟੁੱਟ ਲੰਗਰ ਵੀ ਵਰਤਾਇਆ ਗਿਆ। bbox=[13, 2242, 233, 2275]
feature-col-4 bbox=[1263, 2188, 1499, 2383]
print-color-bar bbox=[0, 2392, 1512, 2411]
article-bullet: ● ਖੇਡਾਂ ਦੇ ਖੇਤਰ ਚ ਪੰਜਾਬ ਨਾ ਮੁਕਾਬਲਾ ਉਤਸ਼ਾਹ ਬਹਾਲ ਕਰਨਗੇ bbox=[398, 488, 606, 500]
photo-content bbox=[1163, 867, 1499, 992]
article-body: ਬਠਿੰਡਾ, 20 ਮਾਰਚ (ਵਿਸ਼ੇਸ਼ ਪ੍ਰਤੀਨਿਧ)- ਵੋਟਰਾਂ ਨੂੰ ਜਾਗਰੂਕ ਕਰਨ ਦੇ ਮਕਸਦ ਨਾਲ ਇੱਕ ਵਿਸ਼ੇਸ਼ ਸੈਮੀਨਾਰ ਕਰਵਾਇਆ ਗਿਆ। ਇਸ ਦੌਰਾਨ ਬੁਲਾਰਿਆਂ ਨੇ ਕਿਹਾ ਕਿ ਲੋਕਤੰਤਰ ਵਿੱਚ ਵੋਟ ਦਾ ਅਧਿਕਾਰ ਸਭ ਤੋਂ ਵੱਡਾ ਹਥਿਆਰ ਹੈ। ਉਨ੍ਹਾਂ ਨੌਜਵਾਨ ਵੋਟਰਾਂ ਨੂੰ ਅਪੀਲ ਕੀਤੀ ਕਿ ਉਹ ਬਿਨਾਂ ਕਿਸੇ ਲਾਲਚ ਤੇ ਡਰ ਦੇ ਆਪਣੀ ਵੋਟ ਦਾ ਇਸਤੇਮਾਲ ਕਰਨ। ਸੈਮੀਨਾਰ ਵਿੱਚ ਈ.ਵੀ.ਐੱਮ. ਮਸ਼ੀਨ ਦੀ ਕਾਰਜ ਪ੍ਰਣਾਲੀ ਬਾਰੇ ਵੀ ਜਾਣਕਾਰੀ ਦਿੱਤੀ ਗਈ। ਅਧਿਕਾਰੀਆਂ ਨੇ ਦੱਸਿਆ ਕਿ ਚੋਣ ਕਮਿਸ਼ਨ ਵੱਲੋਂ ਹਰ ਪੋਲਿੰਗ ਬੂਥ 'ਤੇ ਪੀਣ ਵਾਲੇ ਪਾਣੀ, ਰੈਂਪ ਅਤੇ ਹੋਰ ਬੁਨਿਆਦੀ ਸਹੂਲਤਾਂ ਦਾ ਪ੍ਰਬੰਧ ਕੀਤਾ ਜਾਵੇਗਾ। ਅੰਤ ਵਿੱਚ ਹਾਜ਼ਰ ਲੋਕਾਂ ਨੂੰ ਵੋਟ ਪਾਉਣ ਦੀ ਸਹੁੰ ਚੁਕਾਈ ਗਈ। bbox=[792, 893, 1147, 962]
page-number: 6 bbox=[13, 14, 43, 46]
feature-article-eye-camp bbox=[13, 2149, 1499, 2383]
feature-grid bbox=[13, 2188, 1499, 2383]
headline: ਗੁਰਜੀਤ ਸਿੰਘ ਸਿੱਧੂ ਦੇ ਆਪ ਪ੍ਰਵੇਸ਼ ਵਿੱਚ ਤਲਵੰਡੀ ਸਾਬੋ ਪ੍ਰਧਾਨ ਨਿਯੁਕਤ ਹੋਣ ਤੇ ਪਾਰਟੀ ਵਰਕਰਾਂ ਵਿੱਚ ਖੁਸ਼ੀ ਦੀ ਲਹਿਰ bbox=[793, 502, 1146, 533]
photo-caption: ਤਸਵੀਰ : ਇਸ਼ਤ 3 ਰਾਜ ਸਾਰਵਜਨਿਕ ਵਿੱਚ ਸਨਮਾਨ ਦੇ 500 ਤੋਂ ਵੱਧ ਸਰਜਨ ਹਾਜ਼ਰ ਸਨ। bbox=[403, 1147, 605, 1165]
article-village-akhara-fair bbox=[13, 61, 383, 288]
article-photo bbox=[398, 987, 610, 1144]
event-banner bbox=[411, 1006, 596, 1068]
headline: ਜ਼ੋਨਲ ਕਮੇਟੀ ਦੇ ਪ੍ਰਧਾਨ ਐਡਵੋਕੇਟ ਧਾਮੀ ਦੀ ਗਤੀਸ਼ੀਲ ਅਗਵਾਈ, ਸ਼ਹਿਰਨ ਧਰਮ ਪ੍ਰਚਾਰ ਕਮੇਟੀ ਸ. ਕਾਹਲਵਾਂ ਦੀ ਨਿੱਜੀ ਦਿਲਚਸਪੀ ਨਾਲ ਇਸ ਸਾਲ ਜ਼ੋਨਲ ਕਮੇਟੀ ਦੀ ਧਰਮ ਪ੍ਰਚਾਰ ਕਮੇਟੀ ਬਜਟ ਵਿੱਚ ਲੜਕੀਆਂ ਦੀ ਪੜ੍ਹਾਈ ਲਈ ਵਿਸ਼ੇਸ਼ ਵੱਧ ਰੱਖੇ ਗਏ ਹਨ bbox=[401, 62, 774, 169]
photo-content bbox=[500, 177, 674, 326]
headline: ਸ਼ਹੀਦ ਸਿੰਘਾਂ ਦਾ ਸਾਲਾਨਾ ਜੋੜ ਮੇਲਾ 16 ਮਾਰਚ ਤੋਂ 7 ਅਪ੍ਰੈਲ ਤੱਕ bbox=[1165, 1084, 1497, 1101]
article-body: ਪਟਿਆਲਾ, 20 ਮਾਰਚ (ਪ੍ਰੈਸ ਪੱਤਰ)- ਪਾਰਟੀ ਵੱਲੋਂ ਨਵ-ਨਿਯੁਕਤ ਕੀਤੇ ਗਏ ਅਹੁਦੇਦਾਰਾਂ ਨੂੰ ਚੇਅਰਮੈਨ ਚੀਮਾ ਵੱਲੋਂ ਸਨਮਾਨਿਤ ਕੀਤਾ ਗਿਆ। ਇਸ ਮੌਕੇ ਸੰਬੋਧਨ ਕਰਦਿਆਂ ਉਨ੍ਹਾਂ ਕਿਹਾ ਕਿ ਪਾਰਟੀ ਦੀ ਮਜ਼ਬੂਤੀ ਲਈ ਹਰ ਵਰਕਰ ਨੂੰ ਤਨਦੇਹੀ ਨਾਲ ਕੰਮ ਕਰਨਾ ਚਾਹੀਦਾ ਹੈ। ਉਨ੍ਹਾਂ ਕਿਹਾ ਕਿ ਜਿਹੜੇ ਵਰਕਰ ਮਿਹਨਤ ਕਰਦੇ ਹਨ, ਪਾਰਟੀ ਉਨ੍ਹਾਂ ਨੂੰ ਪੂਰਾ ਮਾਣ-ਸਨਮਾਨ ਦਿੰਦੀ ਹੈ। ਇਸ ਮੌਕੇ ਵੱਡੀ ਗਿਣਤੀ ਵਿੱਚ ਵਰਕਰ ਅਤੇ ਪਤਵੰਤੇ ਸੱਜਣ ਹਾਜ਼ਰ ਸਨ। ਨਵ-ਨਿਯੁਕਤ ਅਹੁਦੇਦਾਰਾਂ ਨੇ ਭਰੋਸਾ ਦਿਵਾਇਆ ਕਿ ਉਹ ਪਾਰਟੀ ਵੱਲੋਂ ਸੌਂਪੀ ਗਈ ਜ਼ਿੰਮੇਵਾਰੀ ਨੂੰ ਪੂਰੀ ਇਮਾਨਦਾਰੀ ਨਾਲ ਨਿਭਾਉਣਗੇ ਅਤੇ ਲੋਕਾਂ ਦੀ ਸੇਵਾ ਕਰਨਗੇ। bbox=[13, 773, 383, 830]
article-photo bbox=[500, 177, 675, 326]
photo-caption: ਗੁਰਜੀਤ ਸਿੰਘ ਸਿੱਧੂ। bbox=[1049, 688, 1103, 697]
photo-content bbox=[580, 749, 776, 909]
color-bar-segment-right bbox=[1380, 2392, 1512, 2411]
headline: ਲਖਬੀਰ ਬੋਰੋ ਦੇ ਮੈਨੇਜਰ ਨੈਸ਼ਨਲ ਵਰਗ ਨੂੰ ਵੋਟ ਪਹੁੰਦੀ ਜਾਗਰੂਕ ਕਰਨ ਦੇ ਮਕਸਦ ਨਾਲ ਵੋਕੇਸ਼ਨਲ ਸੈਂਟਰ 'ਚ ਕਰਵਾਇਆ ਸੈਮੀਨਾਰ bbox=[798, 719, 1141, 750]
color-bar-segment-mid-right bbox=[934, 2392, 1023, 2411]
article-body: ਤਲਵੰਡੀ ਸਾਬੋ, 20 ਮਾਰਚ (ਪ.ਬ) ਪਾਰਟੀ ਹਾਈਕਮਾਂਡ ਵੱਲੋਂ ਗੁਰਜੀਤ ਸਿੰਘ ਸਿੱਧੂ ਨੂੰ ਹਲਕਾ ਪ੍ਰਧਾਨ ਨਿਯੁਕਤ ਕੀਤੇ ਜਾਣ 'ਤੇ ਵਰਕਰਾਂ ਵਿੱਚ ਖੁਸ਼ੀ ਦੀ ਲਹਿਰ ਪਾਈ ਜਾ ਰਹੀ ਹੈ। ਵਰਕਰਾਂ ਨੇ ਲੱਡੂ ਵੰਡ ਕੇ ਖੁਸ਼ੀ ਦਾ ਇਜ਼ਹਾਰ ਕੀਤਾ। ਇਸ ਮੌਕੇ ਸਿੱਧੂ ਨੇ ਕਿਹਾ ਕਿ ਉਹ ਪਾਰਟੀ ਵੱਲੋਂ ਦਿੱਤੀ ਗਈ ਜ਼ਿੰਮੇਵਾਰੀ ਨੂੰ ਪੂਰੀ ਇਮਾਨਦਾਰੀ ਨਾਲ ਨਿਭਾਉਣਗੇ। ਉਨ੍ਹਾਂ ਕਿਹਾ ਕਿ ਹਲਕੇ ਦੇ ਵਿਕਾਸ ਲਈ ਕੋਈ ਕਸਰ ਬਾਕੀ ਨਹੀਂ ਛੱਡੀ ਜਾਵੇਗੀ ਅਤੇ ਹਰ ਵਰਕਰ ਨੂੰ ਬਣਦਾ ਮਾਣ ਸਤਿਕਾਰ ਦਿੱਤਾ ਜਾਵੇਗਾ। ਇਸ ਮੌਕੇ ਵੱਡੀ ਗਿਣਤੀ ਵਿੱਚ ਆਗੂ ਤੇ ਵਰਕਰ ਹਾਜ਼ਰ ਸਨ। bbox=[792, 540, 998, 631]
article-shaheed-singhan-fair bbox=[1162, 1083, 1499, 1319]
article-photo bbox=[579, 504, 777, 654]
photo-caption: ਨਵ-ਨਿਯੁਕਤ ਅਹੁਦੇਦਾਰਾਂ ਨੂੰ ਸਨਮਾਨਿਤ ਕਰਦੇ ਹੋਏ। bbox=[133, 757, 262, 766]
article-bullet: ● ਆਪ ਦੇ ਐੱਸ.ਸੀ ਮਾਨ੍ਹੂ ਨੂੰ ਵੱਡੀ ਜ਼ਿੰਮੇਵਾਰੀ ਦੇ ਦਿੱਤੀ ਸਨਮਾਨਿਤ bbox=[398, 731, 611, 743]
headline: ਨਵ-ਨਿਯੁਕਤ ਅਹੁਦੇਦਾਰਾਂ ਨੂੰ ਚੇਅਰਮੈਨ ਚੀਮਾ ਨੇ ਕੀਤਾ ਸਨਮਾਨਿਤ bbox=[43, 560, 352, 602]
article-body: ਪੱਟੀ, 20 ਮਾਰਚ (ਹਰਜਿੰਦਰ ਸਿੰਘ)- ਆਮ ਆਦਮੀ ਪਾਰਟੀ ਦੇ ਉਮੀਦਵਾਰ ਨੂੰ ਜਿਤਾਉਣ ਲਈ ਵਰਕਰਾਂ ਵਿੱਚ ਭਾਰੀ ਉਤਸ਼ਾਹ ਪਾਇਆ ਜਾ ਰਿਹਾ ਹੈ। ਆਗੂਆਂ ਨੇ ਕਿਹਾ ਕਿ ਪਾਰਟੀ ਨੇ ਜੋ ਵਾਅਦੇ ਲੋਕਾਂ ਨਾਲ ਕੀਤੇ ਸਨ, ਉਹ ਪੂਰੇ ਕੀਤੇ ਜਾ ਰਹੇ ਹਨ। ਮੁਫ਼ਤ ਬਿਜਲੀ, ਮੁਹੱਲਾ ਕਲੀਨਿਕ ਅਤੇ ਸਿੱਖਿਆ ਦੇ ਖੇਤਰ ਵਿੱਚ ਹੋਏ ਕੰਮਾਂ ਨੂੰ ਲੋਕਾਂ ਨੇ ਸਰਾਹਿਆ ਹੈ। ਉਨ੍ਹਾਂ ਦਾਅਵਾ ਕੀਤਾ ਕਿ ਇਸ ਵਾਰ ਪਾਰਟੀ ਰਿਕਾਰਡ ਵੋਟਾਂ ਨਾਲ ਜਿੱਤ ਹਾਸਲ ਕਰੇਗੀ। ਇਸ ਮੌਕੇ ਵੱਡੀ ਗਿਣਤੀ ਵਿੱਚ ਵਰਕਰ ਹਾਜ਼ਰ ਸਨ। bbox=[1162, 377, 1345, 469]
article-body: ਮੋਹਾਲੀ, 20 ਮਾਰਚ (ਨਿੱਜੀ ਪੱਤਰ ਪ੍ਰੇਰਕ)- ਪੰਜਾਬ ਸਕੂਲ ਸਿੱਖਿਆ ਬੋਰਡ ਰਿਟਾਇਰਡ ਐਸੋਸੀਏਸ਼ਨ ਦੀ ਮੀਟਿੰਗ 22 ਮਾਰਚ 2024 ਨੂੰ ਹੋਣ ਜਾ ਰਹੀ ਹੈ। ਇਸ ਮੀਟਿੰਗ ਵਿੱਚ ਸ਼ਹੀਦ ਭਗਤ ਸਿੰਘ, ਰਾਜਗੁਰੂ ਅਤੇ ਸੁਖਦੇਵ ਦਾ ਸ਼ਹੀਦੀ ਦਿਹਾੜਾ ਮਨਾਇਆ ਜਾਵੇਗਾ। ਪ੍ਰਧਾਨ ਨੇ ਦੱਸਿਆ ਕਿ ਇਹ ਸਮਾਗਮ ਸਵੇਰੇ 10:30 ਵਜੇ ਤੋਂ 1:00 ਵਜੇ ਤੱਕ ਚੱਲੇਗਾ। ਇਸ ਮੌਕੇ ਸਾਰੇ ਮੈਂਬਰਾਂ ਨੂੰ ਹਾਜ਼ਰ ਹੋਣ ਦੀ ਅਪੀਲ ਕੀਤੀ ਗਈ ਹੈ। ਐਸੋਸੀਏਸ਼ਨ ਦੇ ਅਹੁਦੇਦਾਰਾਂ ਨੇ ਦੱਸਿਆ ਕਿ ਸ਼ਹੀਦਾਂ ਦੀ ਕੁਰਬਾਨੀ ਨੂੰ ਯਾਦ ਕਰਨਾ ਹਰ ਨਾਗਰਿਕ ਦਾ ਫਰਜ਼ ਹੈ ਅਤੇ ਨੌਜਵਾਨ ਪੀੜ੍ਹੀ ਨੂੰ ਇਨ੍ਹਾਂ ਮਹਾਨ ਸ਼ਹੀਦਾਂ ਦੇ ਜੀਵਨ ਤੋਂ ਸੇਧ ਲੈਣੀ ਚਾਹੀਦੀ ਹੈ। ਇਸ ਮੌਕੇ ਪ੍ਰਧਾਨ, ਜਨਰਲ ਸਕੱਤਰ, ਖ਼ਜ਼ਾਨਚੀ ਅਤੇ ਹੋਰ ਮੈਂਬਰ ਹਾਜ਼ਰ ਸਨ। bbox=[13, 476, 383, 544]
column-3 bbox=[785, 61, 1155, 2142]
newspaper-logo: ਪਹਿਰੇਦਾਰ bbox=[1376, 16, 1492, 52]
photo-caption: ਜੋੜ ਮੇਲੇ ਸਬੰਧੀ ਜਾਣਕਾਰੀ ਦਿੰਦੇ ਹੋਏ ਪ੍ਰਬੰਧਕ। bbox=[1272, 1245, 1390, 1254]
divider bbox=[1162, 527, 1499, 528]
article-bullet: ● ਕਿਸੇ ਵੀ ਵਿਅਕਤੀ ਲਈ ਆਪਣੀ ਜ਼ਿੰਦਗੀ 'ਚ ਲਿਖਣਾ ਸਭ ਤੋਂ ਔਖਾ ਕੰਮ ਹੁੰਦਾ ਹੈ : ਡਾ. ਧੀਰ bbox=[1162, 849, 1462, 861]
article-body: ਖੰਨਾ, 20 ਮਾਰਚ (ਜਸਵਿੰਦਰ ਸਿੰਘ)- ਵਿਧਾਇਕ ਨੇ ਕਿਹਾ ਕਿ ਪੰਜਾਬ ਸਰਕਾਰ ਖੇਡਾਂ ਦੇ ਖੇਤਰ ਵਿੱਚ ਨਵੀਆਂ ਪੈੜਾਂ ਪਾ ਰਹੀ ਹੈ। ਉਨ੍ਹਾਂ ਕਿਹਾ ਕਿ ਖੇਡ ਨੀਤੀ ਤਹਿਤ ਖਿਡਾਰੀਆਂ ਨੂੰ ਹਰ ਸੰਭਵ ਸਹੂਲਤ ਦਿੱਤੀ ਜਾ ਰਹੀ ਹੈ। ਪਿੰਡ-ਪਿੰਡ ਖੇਡ ਮੈਦਾਨ ਬਣਾਏ ਜਾ ਰਹੇ ਹਨ ਅਤੇ ਨੌਜਵਾਨਾਂ ਨੂੰ ਨਸ਼ਿਆਂ ਤੋਂ ਦੂਰ ਰੱਖਣ ਲਈ ਖੇਡਾਂ ਨਾਲ ਜੋੜਿਆ ਜਾ ਰਿਹਾ ਹੈ। ਉਨ੍ਹਾਂ ਦੱਸਿਆ ਕਿ ਸਰਕਾਰ ਵੱਲੋਂ ਖਿਡਾਰੀਆਂ ਨੂੰ ਨਕਦ ਇਨਾਮ ਅਤੇ ਸਰਕਾਰੀ ਨੌਕਰੀਆਂ ਵੀ ਦਿੱਤੀਆਂ ਜਾ ਰਹੀਆਂ ਹਨ। ਇਸ ਮੌਕੇ ਜੇਤੂ ਖਿਡਾਰੀਆਂ ਨੂੰ ਮੈਡਲ ਅਤੇ ਟਰਾਫੀਆਂ ਦੇ ਕੇ ਸਨਮਾਨਿਤ ਕੀਤਾ ਗਿਆ। ਸਮਾਗਮ ਵਿੱਚ ਕੋਚਾਂ ਅਤੇ ਖੇਡ ਪ੍ਰਮੋਟਰਾਂ ਦਾ ਵੀ ਵਿਸ਼ੇਸ਼ ਸਨਮਾਨ ਕੀਤਾ ਗਿਆ। bbox=[398, 505, 573, 632]
divider bbox=[1162, 325, 1499, 326]
article-photo bbox=[1162, 110, 1499, 229]
divider bbox=[398, 935, 777, 936]
article-body: ਲੁਧਿਆਣਾ, 20 ਮਾਰਚ (ਗੁਰਪ੍ਰੀਤ ਸਿੰਘ)- ਹਲਕਾ ਕੋਆਰਡੀਨੇਟਰ ਨੂੰ ਵਿਧਾਇਕ ਵੱਲੋਂ ਵਿਸ਼ੇਸ਼ ਤੌਰ 'ਤੇ ਸਨਮਾਨਿਤ ਕੀਤਾ ਗਿਆ। ਇਸ ਮੌਕੇ ਵਿਧਾਇਕ ਨੇ ਕਿਹਾ ਕਿ ਵਰਕਰ ਪਾਰਟੀ ਦੀ ਰੀੜ੍ਹ ਦੀ ਹੱਡੀ ਹੁੰਦੇ ਹਨ। ਉਨ੍ਹਾਂ ਨੇ ਦੱਸਿਆ ਕਿ ਪਾਰਟੀ ਵੱਲੋਂ ਮਿਹਨਤੀ ਵਰਕਰਾਂ ਨੂੰ ਅਹਿਮ ਜ਼ਿੰਮੇਵਾਰੀਆਂ ਸੌਂਪੀਆਂ ਜਾ ਰਹੀਆਂ ਹਨ। ਸਨਮਾਨ ਹਾਸਲ ਕਰਨ ਉਪਰੰਤ ਕੋਆਰਡੀਨੇਟਰ ਨੇ ਕਿਹਾ ਕਿ ਉਹ ਪੂਰੀ ਤਨਦੇਹੀ ਨਾਲ ਇਲਾਕੇ ਦੇ ਲੋਕਾਂ ਦੀ ਸੇਵਾ ਕਰਨਗੇ ਅਤੇ ਸਰਕਾਰ ਦੀਆਂ ਸਕੀਮਾਂ ਨੂੰ ਘਰ-ਘਰ ਪਹੁੰਚਾਉਣਗੇ। ਇਸ ਮੌਕੇ ਵੱਡੀ ਗਿਣਤੀ ਵਿੱਚ ਪਾਰਟੀ ਵਰਕਰ ਅਤੇ ਇਲਾਕਾ ਨਿਵਾਸੀ ਹਾਜ਼ਰ ਸਨ। bbox=[398, 748, 573, 863]
photo-caption: ਓਰੀਐਂਟੇਸ਼ਨ ਸੈਸ਼ਨ ਦੌਰਾਨ ਹਾਜ਼ਰ ਵਿਦਿਆਰਥੀ ਤੇ ਅਧਿਆਪਕ। bbox=[890, 351, 1049, 359]
divider bbox=[792, 710, 1147, 711]
headline: ਹਲਕਾ ਕੋਆਰਡੀਨੇਟਰ ਗੁਰਮਨ ਸਿੰਘ ਬੋਪਾਰਾਏ ਦਾ ਵਿਧਾਇਕ ਬੈਰੀ ਕਲਾਂ ਵੱਲੋਂ ਵਿਸ਼ੇਸ਼ ਸਨਮਾਨ ! bbox=[403, 688, 771, 725]
article-body: ਇਸ ਮੌਕੇ ਪਤਵੰਤੇ ਸੱਜਣਾਂ ਨੇ ਪ੍ਰਬੰਧਕਾਂ ਦੇ ਇਸ ਉਪਰਾਲੇ ਦੀ ਭਰਪੂਰ ਸ਼ਲਾਘਾ ਕੀਤੀ ਅਤੇ ਕਿਹਾ ਕਿ ਅਜਿਹੇ ਕੈਂਪ ਸਮਾਜ ਲਈ ਵਰਦਾਨ ਸਾਬਤ ਹੁੰਦੇ ਹਨ। ਉਨ੍ਹਾਂ ਕਿਹਾ ਕਿ ਗਰੀਬ ਤੇ ਲੋੜਵੰਦ ਪਰਿਵਾਰਾਂ ਲਈ ਮੁਫ਼ਤ ਇਲਾਜ ਦੀ ਸਹੂਲਤ ਬਹੁਤ ਵੱਡੀ ਰਾਹਤ ਹੈ। ਅੰਤ ਵਿੱਚ ਡਾਕਟਰਾਂ ਦੀ ਟੀਮ ਅਤੇ ਸੇਵਾਦਾਰਾਂ ਦਾ ਵਿਸ਼ੇਸ਼ ਧੰਨਵਾਦ ਕੀਤਾ ਗਿਆ। bbox=[1263, 2189, 1499, 2245]
feature-col-photo bbox=[244, 2188, 1005, 2383]
masthead bbox=[13, 11, 1499, 55]
article-sgpc-budget bbox=[398, 61, 777, 430]
photo-content bbox=[793, 210, 1146, 347]
feature-col-1 bbox=[13, 2188, 233, 2383]
photo-caption: ਲਾਲਜੀਤ ਸਿੰਘ ਭੁੱਲਰ। bbox=[1396, 505, 1454, 514]
article-body: ਚੰਡੀਗੜ੍ਹ, 20 ਮਾਰਚ (ਪ੍ਰੈਸ ਪੱਤਰ)- ਸਾਹਿਤ ਅਤੇ ਕਲਾ ਅਕਾਦਮੀ ਵੱਲੋਂ ਪੁਸਤਕ 'ਤੇ ਵਿਚਾਰ ਚਰਚਾ ਕਰਵਾਈ ਗਈ। ਇਸ ਮੌਕੇ ਸਾਹਿਤਕਾਰਾਂ ਨੇ ਪੁਸਤਕ ਦੀਆਂ ਵਿਭਿੰਨ ਪਰਤਾਂ 'ਤੇ ਚਾਨਣਾ ਪਾਇਆ। ਬੁਲਾਰਿਆਂ ਨੇ ਕਿਹਾ ਕਿ ਸਵੈ-ਜੀਵਨੀ ਲਿਖਣਾ ਸਭ ਤੋਂ ਔਖਾ ਕੰਮ ਹੁੰਦਾ ਹੈ ਕਿਉਂਕਿ ਇਸ ਵਿੱਚ ਲੇਖਕ ਨੂੰ ਆਪਣੇ ਆਪ ਨਾਲ ਇਮਾਨਦਾਰ ਹੋਣਾ ਪੈਂਦਾ ਹੈ। ਲੇਖਕ ਨੇ ਆਪਣੀ ਰਚਨਾ ਪ੍ਰਕਿਰਿਆ ਬਾਰੇ ਦੱਸਿਆ। ਅੰਤ ਵਿੱਚ ਲੇਖਕ ਨੂੰ ਸਨਮਾਨ ਚਿੰਨ੍ਹ ਦੇ ਕੇ ਸਨਮਾਨਿਤ ਕੀਤਾ ਗਿਆ। bbox=[1162, 1010, 1499, 1066]
photo-caption: ਜਾਣਕਾਰੀ ਦਿੰਦੇ ਹੋਏ ਪ੍ਰਬੰਧਕ ਕਮੇਟੀ ਦੇ ਮੈਂਬਰ। bbox=[139, 214, 257, 222]
column-4 bbox=[1155, 61, 1499, 2142]
photo-caption: ਚੈਕਿੰਗ ਦੌਰਾਨ ਅਧਿਕਾਰੀ ਤੇ ਮੁਲਾਜ਼ਮ। bbox=[150, 992, 246, 1001]
divider bbox=[792, 493, 1147, 494]
article-dgm-checking bbox=[13, 846, 383, 1066]
headline: ਸੀਨੀਅਰ ਕਾਰਡੀਓਵੈਸਕੁਲਰ ਸਰਜਨ ਡਾ ਦੀਪਕ ਪੁਰੀ ਐਨੂਅਲ ਵਰਲਡ ਕਾਂਗਰਸ ਕਾਂਗਰਸ ਵਿੱਚ ਸਨਮਾਨਿਤ bbox=[403, 943, 772, 980]
